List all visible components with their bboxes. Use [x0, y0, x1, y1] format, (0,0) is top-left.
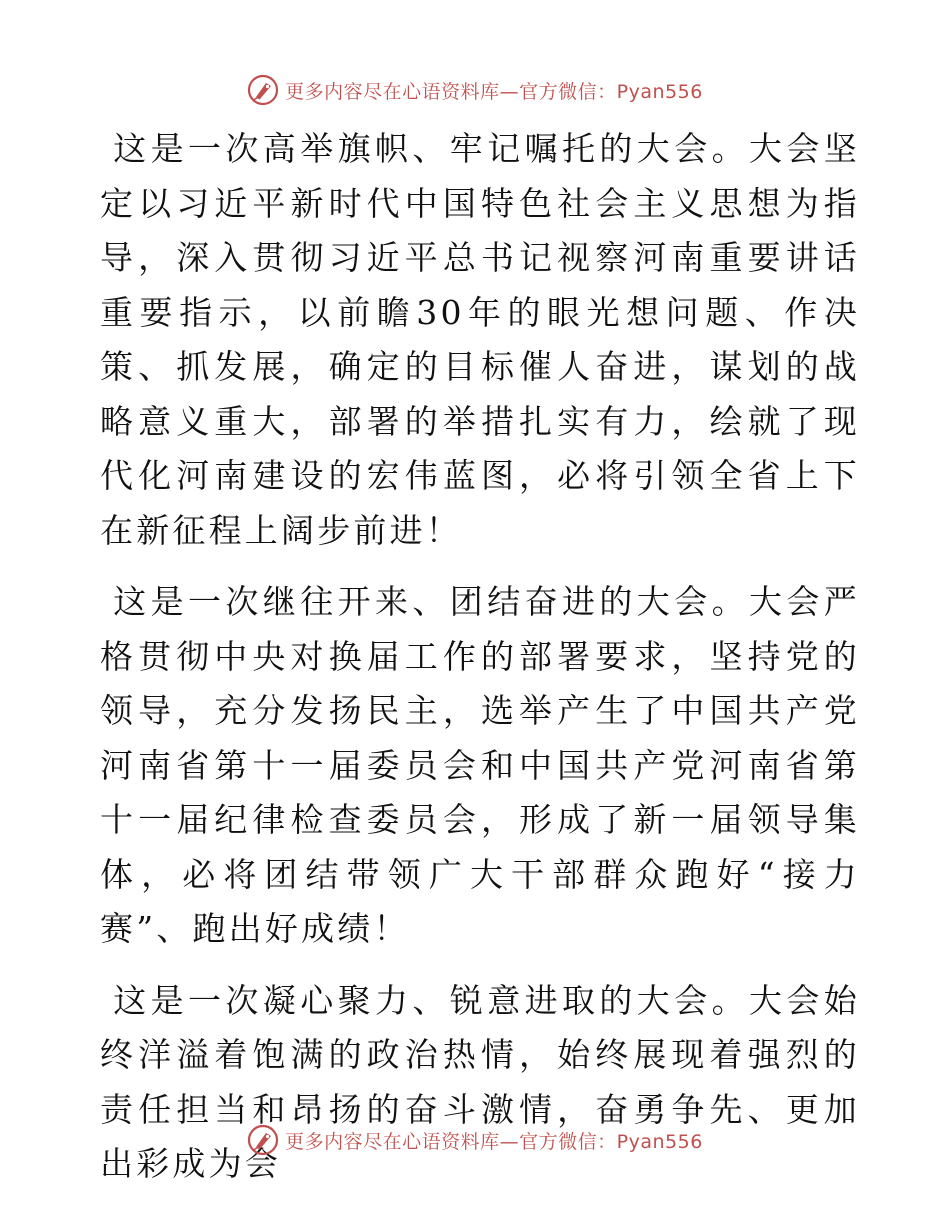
- paragraph-text: 这是一次高举旗帜、牢记嘱托的大会。大会坚定以习近平新时代中国特色社会主义思想为指导，深入贯彻习近平总书记视察河南重要讲话重要指示，以前瞻30年的眼光想问题、作决策、抓发展，确定的目标催人奋进，谋划的战略意义重大，部署的举措扎实有力，绘就了现代化河南建设的宏伟蓝图，必将引领全省上下在新征程上阔步前进！: [100, 129, 860, 550]
- watermark-header: [0, 70, 950, 110]
- paragraph-text: 这是一次凝心聚力、锐意进取的大会。大会始终洋溢着饱满的政治热情，始终展现着强烈的责任担当和昂扬的奋斗激情，奋勇争先、更加出彩成为会: [100, 980, 860, 1183]
- watermark-text: 更多内容尽在心语资料库—官方微信：Pyan556: [285, 1130, 703, 1153]
- paragraph-2: [100, 575, 860, 957]
- paragraph-1: [100, 122, 860, 558]
- watermark-footer: [0, 1120, 950, 1160]
- pen-nib-logo-icon: [247, 74, 279, 106]
- watermark-text: 更多内容尽在心语资料库—官方微信：Pyan556: [285, 80, 703, 103]
- document-body: [100, 122, 860, 1209]
- paragraph-text: 这是一次继往开来、团结奋进的大会。大会严格贯彻中央对换届工作的部署要求，坚持党的领导，充分发扬民主，选举产生了中国共产党河南省第十一届委员会和中国共产党河南省第十一届纪律检查委员会，形成了新一届领导集体，必将团结带领广大干部群众跑好“接力赛”、跑出好成绩！: [100, 582, 860, 948]
- pen-nib-logo-icon: [247, 1124, 279, 1156]
